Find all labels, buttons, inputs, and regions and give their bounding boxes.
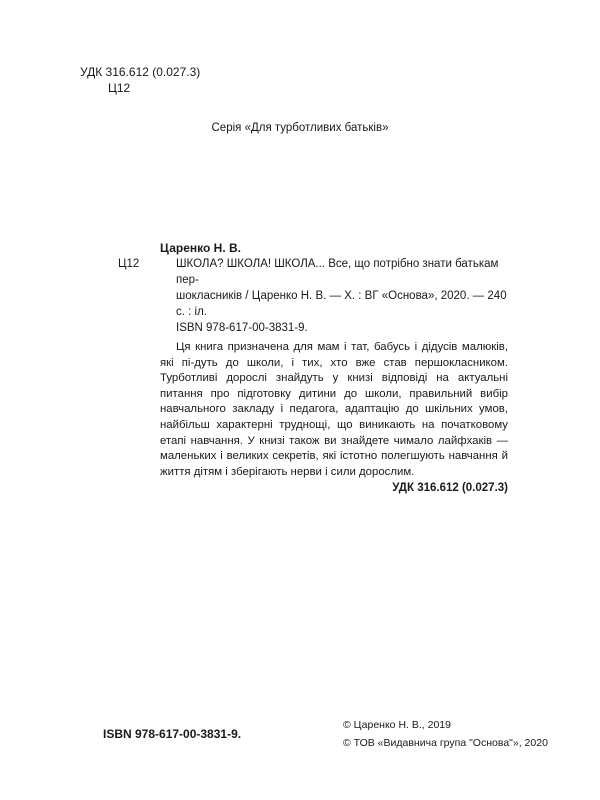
udk-code: УДК 316.612 (0.027.3): [80, 65, 201, 79]
udk-classification: [80, 64, 200, 96]
copyright-author: © Царенко Н. В., 2019: [343, 719, 451, 731]
card-udk: УДК 316.612 (0.027.3): [392, 482, 508, 495]
card-author: Царенко Н. В.: [160, 241, 241, 255]
card-isbn: ISBN 978-617-00-3831-9.: [176, 322, 308, 334]
catalog-card: [118, 240, 508, 496]
card-code: Ц12: [118, 258, 140, 270]
copyright-publisher: © ТОВ «Видавнича група "Основа"», 2020: [343, 737, 548, 749]
bib-line-1: ШКОЛА? ШКОЛА! ШКОЛА... Все, що потрібно знати батькам пер-: [176, 258, 499, 286]
copyright-block: [343, 716, 548, 752]
card-abstract: Ця книга призначена для мам і тат, бабусь і дідусів малюків, які пі-дуть до школи, і тих, хто вже став першокласником. Турботливі дорослі знайдуть у книзі відповіді на актуальні питання про підготовку дитини до школи, правильний вибір навчального закладу і педагога, адаптацію до шкільних умов, найбільш характерні труднощі, що виникають на початковому етапі навчання. У книзі також ви знайдете чимало лайфхаків — маленьких і великих секретів, які істотно полегшують навчання й життя дітям і зберігають нерви і сили дорослим.: [160, 341, 508, 478]
card-bibliographic-entry: [118, 256, 508, 320]
bib-line-2: шокласників / Царенко Н. В. — Х. : ВГ «Основа», 2020. — 240 с. : іл.: [176, 290, 507, 318]
author-sign-code: Ц12: [108, 81, 131, 95]
series-title: Серія «Для турботливих батьків»: [211, 122, 389, 134]
footer-isbn: ISBN 978-617-00-3831-9.: [103, 727, 242, 741]
